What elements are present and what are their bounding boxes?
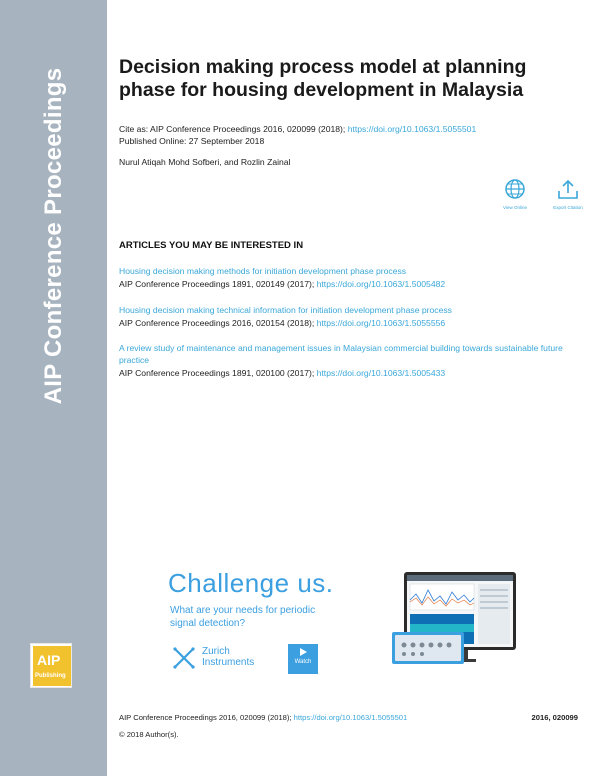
related-article-title[interactable]: Housing decision making technical information for initiation development phase process <box>119 305 452 315</box>
export-icon <box>556 178 580 200</box>
view-online-label: View Online <box>503 205 527 210</box>
watch-label: Watch <box>294 659 312 665</box>
related-article-cite <box>119 279 445 289</box>
related-article-title[interactable]: A review study of maintenance and management issues in Malaysian commercial building towards sustainable future practice <box>119 343 563 365</box>
footer-cite-text: AIP Conference Proceedings 2016, 020099 (2018); <box>119 713 292 722</box>
related-doi-link[interactable]: https://doi.org/10.1063/1.5005482 <box>316 279 446 289</box>
export-citation-button[interactable] <box>550 178 586 210</box>
cite-as-text: Cite as: AIP Conference Proceedings 2016, 020099 (2018); <box>119 124 346 134</box>
aip-publishing-logo[interactable] <box>30 643 72 688</box>
sidebar <box>0 0 107 776</box>
logo-text: AIP <box>37 652 61 668</box>
footer-doi-link[interactable]: https://doi.org/10.1063/1.5055501 <box>293 713 408 722</box>
authors: Nurul Atiqah Mohd Sofberi, and Rozlin Zainal <box>119 157 291 167</box>
related-cite-text: AIP Conference Proceedings 1891, 020149 (2017); <box>119 279 315 289</box>
globe-icon <box>504 178 526 200</box>
related-cite-text: AIP Conference Proceedings 1891, 020100 (2017); <box>119 368 315 378</box>
related-cite-text: AIP Conference Proceedings 2016, 020154 (2018); <box>119 318 315 328</box>
export-citation-label: Export Citation <box>553 205 583 210</box>
footer-citation <box>119 713 407 722</box>
published-date: Published Online: 27 September 2018 <box>119 136 265 146</box>
related-doi-link[interactable]: https://doi.org/10.1063/1.5055556 <box>316 318 446 328</box>
watch-button[interactable] <box>288 644 318 674</box>
related-heading: ARTICLES YOU MAY BE INTERESTED IN <box>119 240 304 251</box>
ad-subline: What are your needs for periodic signal detection? <box>170 605 316 629</box>
article-title: Decision making process model at planning phase for housing development in Malaysia <box>119 56 527 101</box>
journal-name: AIP Conference Proceedings <box>40 67 67 405</box>
instrument-monitor-illustration <box>392 570 518 682</box>
ad-brand: Zurich Instruments <box>202 646 255 668</box>
related-article-cite <box>119 368 445 378</box>
view-online-button[interactable] <box>497 178 533 210</box>
related-doi-link[interactable]: https://doi.org/10.1063/1.5005433 <box>316 368 446 378</box>
ad-headline: Challenge us. <box>168 568 334 598</box>
logo-subtext: Publishing <box>35 673 66 679</box>
related-article-cite <box>119 318 445 328</box>
advertisement[interactable] <box>160 560 522 686</box>
cite-doi-link[interactable]: https://doi.org/10.1063/1.5055501 <box>347 124 477 134</box>
copyright: © 2018 Author(s). <box>119 730 179 739</box>
zurich-instruments-icon <box>172 646 196 670</box>
footer-article-number: 2016, 020099 <box>531 713 578 722</box>
play-icon <box>298 647 308 657</box>
related-article-title[interactable]: Housing decision making methods for initiation development phase process <box>119 266 407 276</box>
cite-as <box>119 124 476 134</box>
